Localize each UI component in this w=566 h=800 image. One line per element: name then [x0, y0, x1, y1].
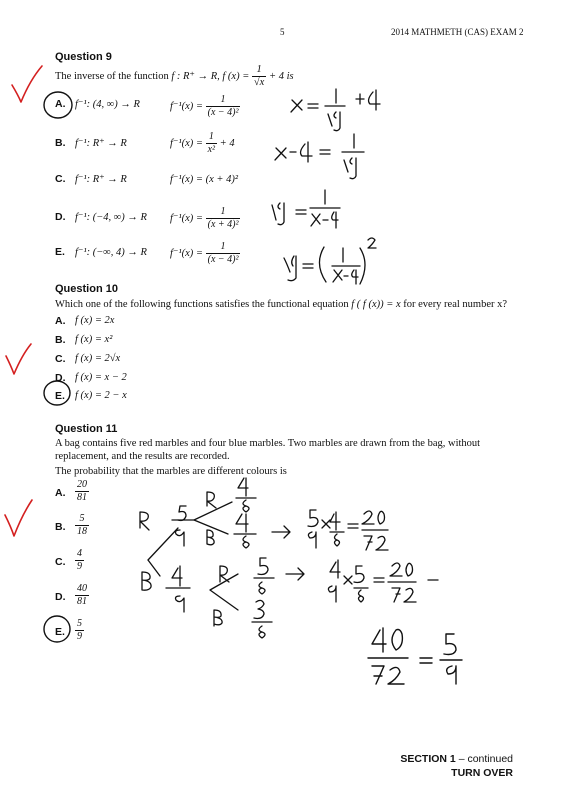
q10-option-text: f (x) = x − 2: [75, 372, 127, 383]
q9-working: [272, 89, 380, 284]
q9-option-rule: [170, 131, 235, 156]
q9-option-rule-text: f⁻¹(x) =: [170, 212, 203, 224]
footer-turn-over: TURN OVER: [451, 767, 513, 779]
q11-tree-diagram: [140, 478, 438, 638]
q9-stem-function: f : R⁺ → R, f (x) =: [171, 70, 250, 82]
q11-option-den: 9: [77, 631, 82, 642]
q11-option-label[interactable]: B.: [55, 521, 66, 533]
q9-option-fraction: [206, 206, 241, 231]
q11-option-label[interactable]: A.: [55, 487, 66, 499]
q10-stem-a: Which one of the following functions satisfies the functional equation: [55, 299, 349, 310]
q11-title: Question 11: [55, 423, 118, 435]
q9-option-rule: f⁻¹(x) = (x + 4)²: [170, 174, 238, 185]
q10-option-text: f (x) = 2x: [75, 315, 115, 326]
q11-option-label[interactable]: C.: [55, 556, 66, 568]
q10-option-text: f (x) = 2 − x: [75, 390, 127, 401]
q9-option-domain: f⁻¹: (−4, ∞) → R: [75, 212, 147, 223]
q11-option-fraction: [75, 513, 89, 538]
page-number: 5: [280, 27, 285, 37]
q10-option-label[interactable]: E.: [55, 390, 65, 402]
q9-stem-fraction: [252, 64, 266, 89]
q9-stem-prefix: The inverse of the function: [55, 70, 169, 82]
q11-final-working: [368, 628, 462, 684]
q9-option-rule: [170, 241, 240, 266]
q9-title: Question 9: [55, 51, 112, 63]
q9-option-rule: [170, 94, 240, 119]
q11-option-den: 81: [77, 492, 87, 503]
q11-option-fraction: [75, 548, 84, 573]
q9-option-rule-text: f⁻¹(x) =: [170, 137, 203, 149]
q10-option-label[interactable]: D.: [55, 372, 66, 384]
q11-option-den: 18: [77, 526, 87, 537]
q9-stem-tail: + 4 is: [268, 70, 294, 82]
q11-option-label[interactable]: D.: [55, 591, 66, 603]
q9-option-label[interactable]: C.: [55, 173, 66, 185]
q11-option-fraction: [75, 479, 89, 504]
q10-stem-equation: f ( f (x)) = x: [351, 299, 401, 310]
q9-option-domain: f⁻¹: (4, ∞) → R: [75, 99, 140, 110]
q9-option-tail: + 4: [219, 137, 235, 149]
exam-title: 2014 MATHMETH (CAS) EXAM 2: [391, 27, 524, 37]
q11-stem-line3: The probability that the marbles are different colours is: [55, 466, 287, 477]
q9-option-domain: f⁻¹: R⁺ → R: [75, 138, 127, 149]
q11-option-num: 5: [77, 618, 82, 629]
q9-option-rule: [170, 206, 240, 231]
q9-option-num: 1: [206, 241, 241, 254]
q11-option-num: 40: [77, 583, 87, 594]
q11-option-den: 9: [77, 561, 82, 572]
footer-section: SECTION 1: [400, 753, 456, 765]
q9-option-rule-text: f⁻¹(x) =: [170, 247, 203, 259]
q11-option-num: 5: [75, 513, 89, 526]
q10-stem-b: for every real number x?: [403, 299, 508, 310]
q9-option-den: (x − 4)²: [207, 254, 239, 265]
q9-option-label[interactable]: D.: [55, 211, 66, 223]
q10-option-label[interactable]: C.: [55, 353, 66, 365]
q11-option-num: 20: [77, 479, 87, 490]
q9-option-den: (x − 4)²: [207, 107, 239, 118]
q9-option-domain: f⁻¹: (−∞, 4) → R: [75, 247, 147, 258]
q9-option-den: x²: [207, 144, 216, 155]
q10-option-text: f (x) = 2√x: [75, 353, 121, 364]
q11-option-label[interactable]: E.: [55, 626, 65, 638]
q10-stem: [55, 298, 507, 311]
q10-option-text: f (x) = x²: [75, 334, 113, 345]
red-tick-marks: [5, 66, 42, 536]
q9-option-label[interactable]: E.: [55, 246, 65, 258]
q9-option-label[interactable]: A.: [55, 98, 66, 110]
q11-option-fraction: [75, 618, 84, 643]
q10-title: Question 10: [55, 283, 118, 295]
q9-option-num: 1: [206, 94, 241, 107]
footer-continued-text: – continued: [455, 753, 513, 765]
q11-stem-line2: replacement, and the results are recorded.: [55, 451, 230, 462]
q9-option-rule-text: f⁻¹(x) =: [170, 100, 203, 112]
footer-continued: [400, 753, 513, 765]
q11-option-fraction: [75, 583, 89, 608]
q9-stem-num: 1: [252, 64, 266, 77]
q9-option-domain: f⁻¹: R⁺ → R: [75, 174, 127, 185]
q11-option-num: 4: [77, 548, 82, 559]
q11-option-den: 81: [77, 596, 87, 607]
q9-stem-den: √x: [253, 77, 265, 88]
q9-stem: [55, 64, 294, 89]
q9-option-fraction: [206, 241, 241, 266]
q9-option-num: 1: [206, 131, 217, 144]
q9-option-fraction: [206, 131, 217, 156]
q10-option-label[interactable]: B.: [55, 334, 66, 346]
q10-option-label[interactable]: A.: [55, 315, 66, 327]
q9-option-num: 1: [206, 206, 241, 219]
q9-option-label[interactable]: B.: [55, 137, 66, 149]
q11-stem-line1: A bag contains five red marbles and four blue marbles. Two marbles are drawn from the bag, without: [55, 438, 481, 449]
q9-option-den: (x + 4)²: [207, 219, 239, 230]
q9-option-fraction: [206, 94, 241, 119]
